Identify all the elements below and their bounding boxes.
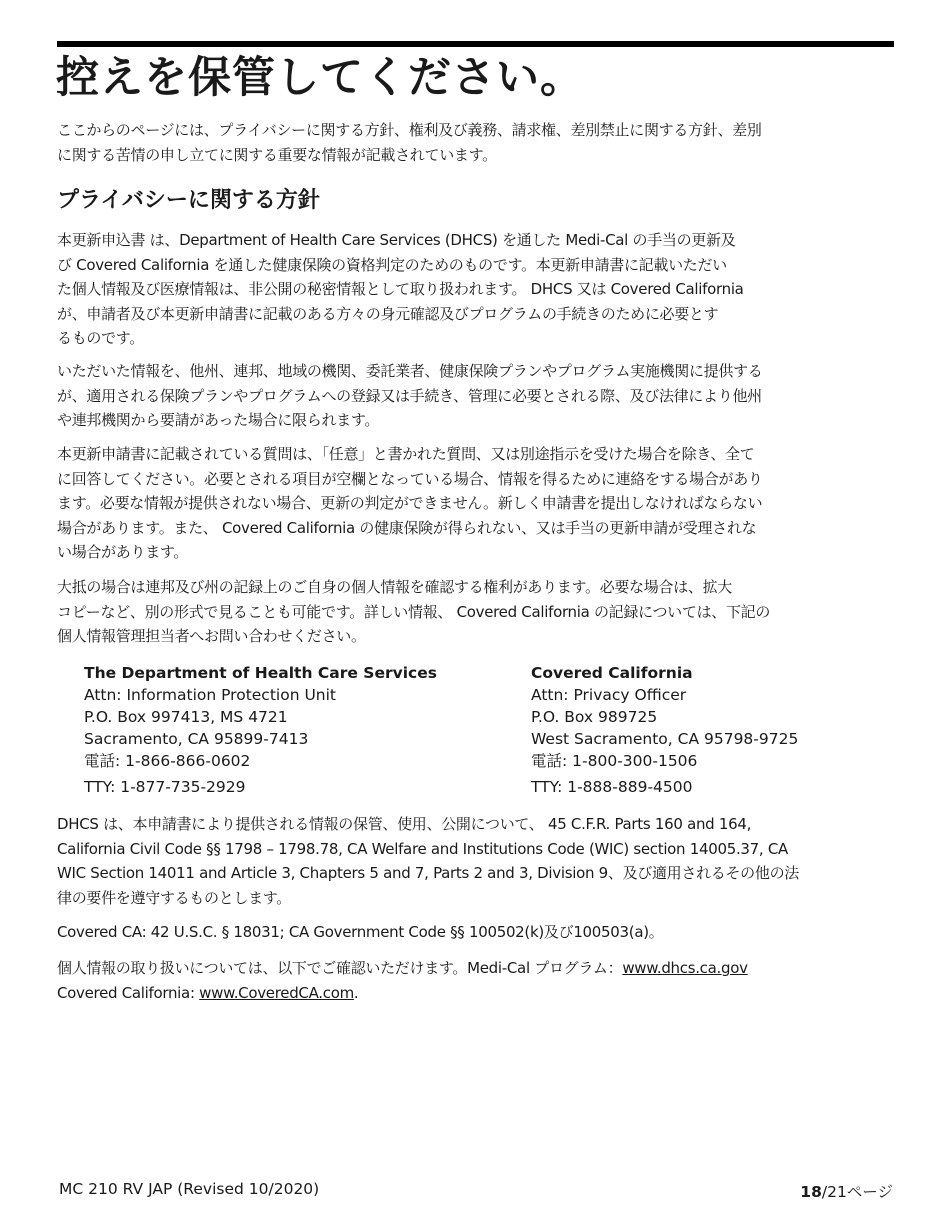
covered-ca-legal [57,920,897,945]
covered-ca-link[interactable]: www.CoveredCA.com [199,983,354,1002]
links-prefix: 個人情報の取り扱いについては、以下でご確認いただけます。Medi-Cal プログラム： [57,959,623,977]
privacy-paragraph-2 [57,359,897,433]
text-line: び Covered California を通した健康保険の資格判定のためのものです。本更新申請書に記載いただい [57,255,727,274]
contact-phone: 電話: 1-866-866-0602 [84,752,251,770]
page-current: 18 [800,1183,822,1201]
intro-paragraph [57,118,897,167]
text-line: が、適用される保険プランやプログラムへの登録又は手続き、管理に必要とされる際、及び法律により他州 [57,386,762,405]
text-line: 場合があります。また、 Covered California の健康保険が得られない、又は手当の更新申請が受理されな [57,518,757,537]
text-line [57,956,897,981]
contact-phone: 電話: 1-800-300-1506 [531,752,698,770]
text-line: 律の要件を遵守するものとします。 [57,888,292,907]
text-line: い場合があります。 [57,543,189,561]
dhcs-link[interactable]: www.dhcs.ca.gov [622,959,748,977]
text-line: に回答してください。必要とされる項目が空欄となっている場合、情報を得るために連絡をする場合があり [57,469,763,488]
text-line: ここからのページには、プライバシーに関する方針、権利及び義務、請求権、差別禁止に関する方針、差別 [57,121,762,139]
text-line: 大抵の場合は連邦及び州の記録上のご自身の個人情報を確認する権利があります。必要な場合は、拡大 [57,578,733,596]
links-paragraph [57,956,897,1005]
text-line: た個人情報及び医療情報は、非公開の秘密情報として取り扱われます。 DHCS 又は Covered California [57,280,744,298]
text-line: DHCS は、本申請書により提供される情報の保管、使用、公開について、 45 C.F.R. Parts 160 and 164, [57,815,752,833]
text-line: ます。必要な情報が提供されない場合、更新の判定ができません。新しく申請書を提出しなければならない [57,494,763,512]
contact-tty: TTY: 1-888-889-4500 [531,778,693,796]
text-line: るものです。 [57,329,145,347]
text-line: Covered CA: 42 U.S.C. § 18031; CA Government Code §§ 100502(k)及び100503(a)。 [57,923,664,941]
cc-suffix: . [353,983,359,1002]
cc-prefix: Covered California: [57,983,200,1002]
contact-line: Attn: Privacy Officer [531,686,687,704]
privacy-paragraph-3 [57,442,897,565]
contact-line: West Sacramento, CA 95798-9725 [531,730,799,748]
text-line: に関する苦情の申し立てに関する重要な情報が記載されています。 [57,145,497,164]
privacy-paragraph-4 [57,575,897,649]
text-line: 本更新申請書に記載されている質問は、「任意」と書かれた質問、又は別途指示を受けた場合を除き、全て [57,445,755,463]
contact-tty: TTY: 1-877-735-2929 [84,778,246,796]
contact-line: P.O. Box 989725 [531,708,658,726]
top-rule [57,41,894,47]
text-line: や連邦機関から要請があった場合に限られます。 [57,411,380,429]
contact-line: Attn: Information Protection Unit [84,686,337,704]
form-id: MC 210 RV JAP (Revised 10/2020) [59,1180,320,1198]
dhcs-contact [84,662,437,798]
text-line [57,981,897,1006]
contact-line: Sacramento, CA 95899-7413 [84,730,309,748]
text-line: California Civil Code §§ 1798 – 1798.78, CA Welfare and Institutions Code (WIC) section 14005.37, CA [57,839,788,858]
text-line: コピーなど、別の形式で見ることも可能です。詳しい情報、 Covered California の記録については、下記の [57,602,771,621]
text-line: が、申請者及び本更新申請書に記載のある方々の身元確認及びプログラムの手続きのために必要とす [57,304,719,323]
page-total: /21ページ [821,1183,893,1201]
text-line: いただいた情報を、他州、連邦、地域の機関、委託業者、健康保険プランやプログラム実施機関に提供する [57,362,763,380]
contact-line: P.O. Box 997413, MS 4721 [84,708,288,726]
text-line: 個人情報管理担当者へお問い合わせください。 [57,627,366,645]
legal-paragraph [57,812,897,910]
text-line: 本更新申込書 は、Department of Health Care Services (DHCS) を通した Medi-Cal の手当の更新及 [57,231,736,249]
page-number [800,1180,893,1202]
covered-california-contact [531,662,798,798]
page-title: 控えを保管してください。 [56,53,584,103]
contact-name: Covered California [531,664,693,682]
text-line: WIC Section 14011 and Article 3, Chapters 5 and 7, Parts 2 and 3, Division 9、及び適用されるその他の法 [57,864,799,882]
section-heading: プライバシーに関する方針 [57,188,320,213]
privacy-paragraph-1 [57,228,897,351]
contact-name: The Department of Health Care Services [84,664,437,682]
